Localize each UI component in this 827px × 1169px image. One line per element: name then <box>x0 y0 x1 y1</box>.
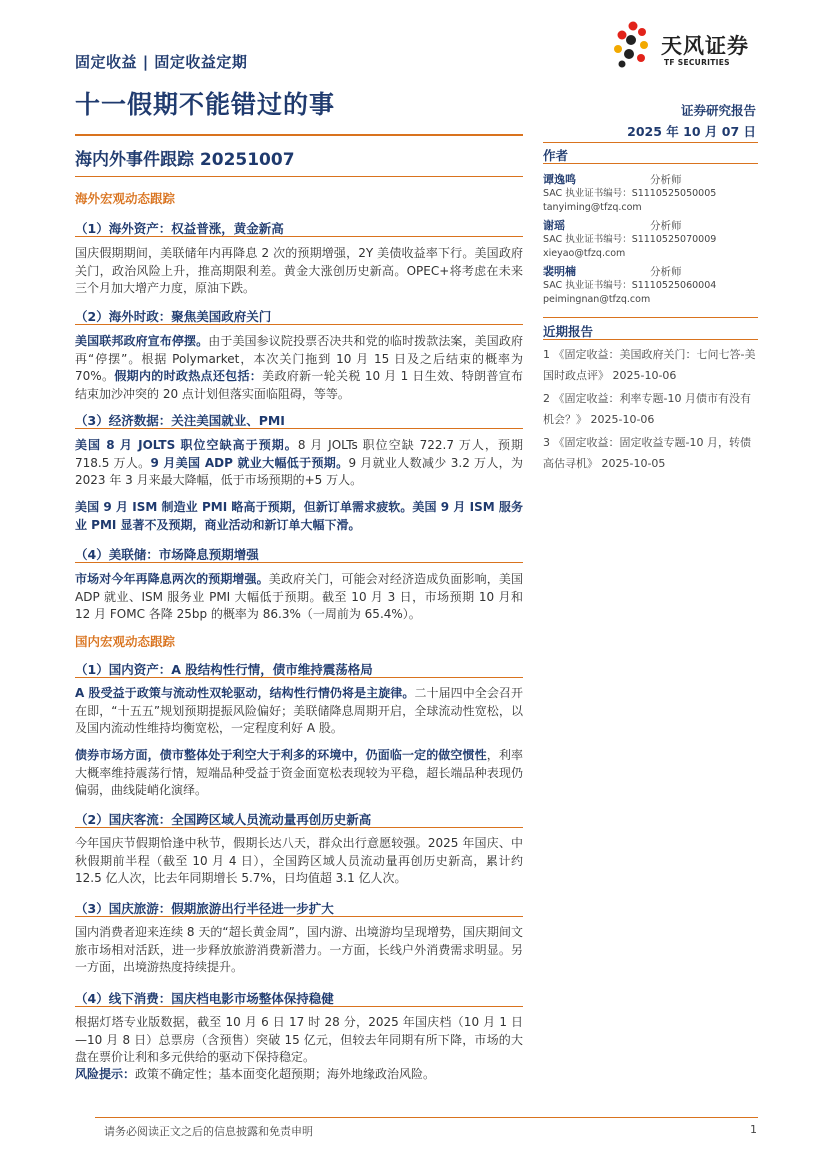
paragraph: 债券市场方面，债市整体处于利空大于利多的环境中，仍面临一定的做空惯性，利率大概率维持震荡行情，短端品种受益于资金面宽松表现较为平稳，超长端品种表现仍偏弱，曲线陡峭化演绎。 <box>75 748 523 798</box>
author-name: 谢瑶 <box>543 219 565 232</box>
subsection-rule <box>75 1006 523 1007</box>
paragraph <box>75 499 523 534</box>
emphasis: A 股受益于政策与流动性双轮驱动，结构性行情仍将是主旋律。 <box>75 686 415 700</box>
paragraph: 美国联邦政府宣布停摆。由于美国参议院投票否决共和党的临时拨款法案，美国政府再“停摆”。根据 Polymarket，本次关门拖到 10 月 15 日及之后结束的概率为 70%。假期内的时政热点还包括：美政府新一轮关税 10 月 1 日生效、特朗普宣布结束加沙冲突的 20 点计划但落实面临阻碍，等等。 <box>75 334 523 401</box>
subsection-heading: （1）国内资产：A 股结构性行情，债市维持震荡格局 <box>75 662 373 677</box>
author-card <box>543 260 758 307</box>
subsection-heading: （2）国庆客流：全国跨区域人员流动量再创历史新高 <box>75 812 372 827</box>
author-card <box>543 214 758 261</box>
emphasis: 9 月美国 ADP 就业大幅低于预期。 <box>150 455 349 470</box>
subsection-heading: （1）海外资产：权益普涨，黄金新高 <box>75 221 284 236</box>
risk-warning: 风险提示：政策不确定性；基本面变化超预期；海外地缘政治风险。 <box>75 1067 436 1081</box>
subsection-heading: （3）经济数据：关注美国就业、PMI <box>75 413 285 428</box>
subsection-rule <box>75 677 523 678</box>
subsection-rule <box>75 236 523 237</box>
author-card <box>543 168 758 215</box>
subsection-heading: （4）线下消费：国庆档电影市场整体保持稳健 <box>75 991 334 1006</box>
emphasis: 美国联邦政府宣布停摆。 <box>75 334 209 348</box>
recent-report-link[interactable]: 3 《固定收益：固定收益专题-10 月，转债高估寻机》 2025-10-05 <box>543 436 751 470</box>
author-cert: SAC 执业证书编号：S1110525050005 <box>543 188 717 199</box>
authors-rule <box>543 163 758 164</box>
paragraph: 国内消费者迎来连续 8 天的“超长黄金周”，国内游、出境游均呈现增势，国庆期间文旅市场相对活跃，进一步释放旅游消费新潜力。一方面，长线户外消费需求明显。另一方面，出境游热度持续提升。 <box>75 925 523 975</box>
emphasis: 假期内的时政热点还包括： <box>114 369 263 384</box>
recent-heading: 近期报告 <box>543 324 594 339</box>
logo-text-en: TF SECURITIES <box>664 58 730 67</box>
report-date: 2025 年 10 月 07 日 <box>627 124 756 139</box>
subtitle-rule <box>75 176 523 177</box>
subsection-rule <box>75 324 523 325</box>
author-name: 谭逸鸣 <box>543 173 576 186</box>
sidebar-rule-top <box>543 142 758 143</box>
report-type: 证券研究报告 <box>680 103 756 118</box>
recent-reports-list <box>543 344 758 476</box>
author-role: 分析师 <box>650 174 682 186</box>
recent-rule <box>543 339 758 340</box>
authors-heading: 作者 <box>543 148 569 163</box>
subsection-heading: （4）美联储：市场降息预期增强 <box>75 547 259 562</box>
section-heading: 国内宏观动态跟踪 <box>75 634 176 649</box>
emphasis: 市场对今年再降息两次的预期增强。 <box>75 572 269 586</box>
paragraph: 美国 8 月 JOLTS 职位空缺高于预期。8 月 JOLTs 职位空缺 722.7 万人，预期 718.5 万人。9 月美国 ADP 就业大幅低于预期。9 月就业人数减少 3.2 万人，为 2023 年 3 月来最大降幅，低于市场预期的+5 万人。 <box>75 438 523 488</box>
report-category: 固定收益 | 固定收益定期 <box>75 53 248 71</box>
emphasis: 美国 8 月 JOLTS 职位空缺高于预期。 <box>75 438 298 452</box>
author-role: 分析师 <box>650 266 682 278</box>
emphasis: 美国 9 月 ISM 制造业 PMI 略高于预期，但新订单需求疲软。美国 9 月 ISM 服务业 PMI 显著不及预期，商业活动和新订单大幅下滑。 <box>75 500 523 532</box>
subsection-heading: （3）国庆旅游：假期旅游出行半径进一步扩大 <box>75 901 334 916</box>
risk-label: 风险提示： <box>75 1067 136 1081</box>
recent-rule-top <box>543 317 758 318</box>
subsection-heading: （2）海外时政：聚焦美国政府关门 <box>75 309 272 324</box>
author-email[interactable]: xieyao@tfzq.com <box>543 248 626 259</box>
author-email[interactable]: peimingnan@tfzq.com <box>543 294 651 305</box>
paragraph: A 股受益于政策与流动性双轮驱动，结构性行情仍将是主旋律。二十届四中全会召开在即，“十五五”规划预期提振风险偏好；美联储降息周期开启，全球流动性宽松，以及国内流动性维持均衡宽松，一定程度利好 A 股。 <box>75 686 523 736</box>
title-rule <box>75 134 523 136</box>
footer-rule <box>95 1117 758 1118</box>
logo-text-cn: 天风证券 <box>661 34 749 58</box>
author-cert: SAC 执业证书编号：S1110525070009 <box>543 234 717 245</box>
footer-disclaimer: 请务必阅读正文之后的信息披露和免责申明 <box>104 1125 313 1138</box>
page-number: 1 <box>750 1123 757 1136</box>
subsection-rule <box>75 827 523 828</box>
subsection-rule <box>75 916 523 917</box>
page-subtitle: 海内外事件跟踪 20251007 <box>75 150 295 170</box>
page-title: 十一假期不能错过的事 <box>75 90 336 119</box>
recent-report-link[interactable]: 2 《固定收益：利率专题-10 月债市有没有机会？》 2025-10-06 <box>543 392 751 426</box>
subsection-rule <box>75 428 523 429</box>
paragraph: 今年国庆节假期恰逢中秋节，假期长达八天，群众出行意愿较强。2025 年国庆、中秋假期前半程（截至 10 月 4 日），全国跨区域人员流动量再创历史新高，累计约 12.5 亿人次，比去年同期增长 5.7%，日均值超 3.1 亿人次。 <box>75 836 523 886</box>
author-email[interactable]: tanyiming@tfzq.com <box>543 202 642 213</box>
recent-report-link[interactable]: 1 《固定收益：美国政府关门：七问七答-美国时政点评》 2025-10-06 <box>543 348 756 382</box>
author-name: 裴明楠 <box>543 265 576 278</box>
author-role: 分析师 <box>650 220 682 232</box>
subsection-rule <box>75 562 523 563</box>
paragraph: 市场对今年再降息两次的预期增强。美政府关门，可能会对经济造成负面影响，美国 ADP 就业、ISM 服务业 PMI 大幅低于预期。截至 10 月 3 日，市场预期 10 月和 12 月 FOMC 各降 25bp 的概率为 86.3%（一周前为 65.4%）。 <box>75 572 523 622</box>
author-cert: SAC 执业证书编号：S1110525060004 <box>543 280 717 291</box>
section-heading: 海外宏观动态跟踪 <box>75 191 176 206</box>
paragraph: 根据灯塔专业版数据，截至 10 月 6 日 17 时 28 分，2025 年国庆档（10 月 1 日—10 月 8 日）总票房（含预售）突破 15 亿元，但较去年同期有所下降，市场的大盘在票价让利和多元供给的驱动下保持稳定。 <box>75 1015 523 1065</box>
paragraph: 国庆假期期间，美联储年内再降息 2 次的预期增强，2Y 美债收益率下行。美国政府关门，政治风险上升，推高期限利差。黄金大涨创历史新高。OPEC+将考虑在未来三个月加大增产力度，原油下跌。 <box>75 246 523 296</box>
emphasis: 债券市场方面，债市整体处于利空大于利多的环境中，仍面临一定的做空惯性 <box>75 748 487 762</box>
